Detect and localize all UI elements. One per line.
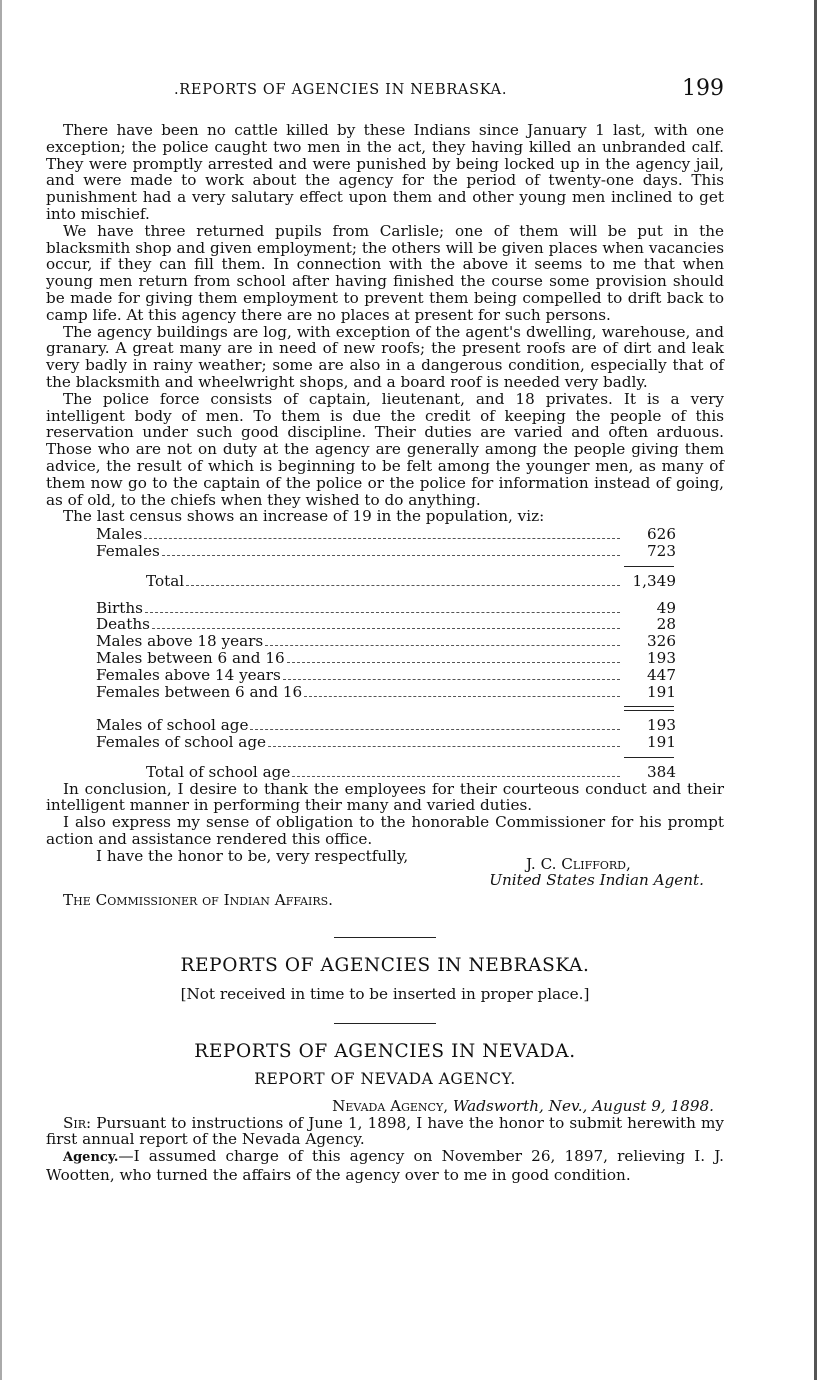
census-value: 384	[647, 762, 676, 781]
census-label: Total of school age	[146, 762, 291, 781]
census-value: 28	[656, 615, 676, 634]
census-row	[46, 734, 676, 751]
census-value: 326	[647, 632, 676, 651]
paragraph-police-force: The police force consists of captain, lieutenant, and 18 privates. It is a very intelligent body of men. To them is due the credit of keeping the people of this reservation under such good discipline. Their duties are varied and often arduous. Those who are not on duty at the agency are generally among the people giving them advice, the result of which is beginning to be felt among the younger men, as many of them now go to the captain of the police or the police for information instead of going, as of old, to the chiefs when they wished to do anything.	[46, 389, 724, 509]
census-row	[46, 717, 676, 734]
signature-block	[46, 846, 724, 889]
running-title: .REPORTS OF AGENCIES IN NEBRASKA.	[174, 82, 508, 98]
run-in-label: Agency.	[63, 1150, 119, 1166]
section-heading-nebraska: REPORTS OF AGENCIES IN NEBRASKA.	[180, 954, 590, 976]
census-label: Births	[96, 598, 143, 617]
census-value: 191	[647, 733, 676, 752]
census-value: 626	[647, 525, 676, 544]
census-label: Total	[146, 571, 185, 590]
census-value: 49	[656, 598, 676, 617]
census-label: Males	[96, 525, 143, 544]
census-row	[46, 667, 676, 684]
census-label: Females between 6 and 16	[96, 682, 303, 701]
census-label: Females above 14 years	[96, 665, 281, 684]
census-row	[46, 633, 676, 650]
report-subheading: REPORT OF NEVADA AGENCY.	[254, 1070, 516, 1089]
salutation: Sir:	[63, 1113, 92, 1132]
census-total-row	[46, 764, 676, 781]
body-text	[46, 122, 724, 1184]
paragraph-salutation	[46, 1115, 724, 1149]
census-row	[46, 684, 676, 701]
intro-text: Pursuant to instructions of June 1, 1898, I have the honor to submit herewith my first annual report of the Nevada Agency.	[46, 1113, 725, 1149]
census-value: 1,349	[632, 571, 676, 590]
census-label: Males above 18 years	[96, 632, 264, 651]
section-note: [Not received in time to be inserted in proper place.]	[180, 985, 590, 1004]
addressee: The Commissioner of Indian Affairs.	[63, 890, 333, 909]
census-row	[46, 526, 676, 543]
dateline	[46, 1098, 724, 1115]
signature-name: J. C. Clifford,	[526, 854, 631, 873]
complimentary-close: I have the honor to be, very respectfully,	[96, 846, 409, 865]
census-total-row	[46, 573, 676, 590]
running-head	[46, 76, 724, 106]
agency-text: —I assumed charge of this agency on November 26, 1897, relieving I. J. Wootten, who turned the affairs of the agency over to me in good condition.	[46, 1147, 724, 1185]
census-value: 191	[647, 682, 676, 701]
signature-title: United States Indian Agent.	[489, 870, 704, 889]
page-number: 199	[682, 76, 724, 101]
paragraph-agency-buildings: The agency buildings are log, with exception of the agent's dwelling, warehouse, and granary. A great many are in need of new roofs; the present roofs are of dirt and leak very badly in rainy weather; some are also in a dangerous condition, especially that of the blacksmith and wheelwright shops, and a board roof is needed very badly.	[46, 322, 724, 391]
paragraph-carlisle-pupils: We have three returned pupils from Carlisle; one of them will be put in the blacksmith shop and given employment; the others will be given places when vacancies occur, if they can fill them. In connection with the above it seems to me that when young men return from school after having finished the course some provision should be made for giving them employment to prevent them being compelled to drift back to camp life. At this agency there are no places at present for such persons.	[46, 221, 724, 324]
census-table	[46, 526, 676, 781]
paragraph-obligation: I also express my sense of obligation to the honorable Commissioner for his prompt action and assistance rendered this office.	[46, 813, 724, 849]
paragraph-cattle: There have been no cattle killed by these Indians since January 1 last, with one exception; the police caught two men in the act, they having killed an unbranded calf. They were promptly arrested and were punished by being locked up in the agency jail, and were made to work about the agency for the period of twenty-one days. This punishment had a very salutary effect upon them and other young men inclined to get into mischief.	[46, 121, 724, 223]
census-label: Deaths	[96, 615, 150, 634]
census-row	[46, 600, 676, 617]
census-value: 723	[647, 541, 676, 560]
paragraph-conclusion: In conclusion, I desire to thank the employees for their courteous conduct and their intelligent manner in performing their many and varied duties.	[46, 779, 724, 815]
census-value: 193	[647, 648, 676, 667]
dateline-place-date: Wadsworth, Nev., August 9, 1898.	[452, 1096, 714, 1115]
census-label: Females	[96, 541, 160, 560]
census-value: 447	[647, 665, 676, 684]
census-label: Males between 6 and 16	[96, 648, 285, 667]
census-label: Females of school age	[96, 733, 267, 752]
census-label: Males of school age	[96, 716, 249, 735]
census-row	[46, 543, 676, 560]
section-heading-nevada: REPORTS OF AGENCIES IN NEVADA.	[194, 1041, 576, 1063]
census-value: 193	[647, 716, 676, 735]
paragraph-census-intro: The last census shows an increase of 19 in the population, viz:	[63, 507, 545, 526]
census-row	[46, 616, 676, 633]
paragraph-agency	[46, 1148, 724, 1184]
dateline-agency: Nevada Agency,	[332, 1096, 449, 1115]
census-row	[46, 650, 676, 667]
